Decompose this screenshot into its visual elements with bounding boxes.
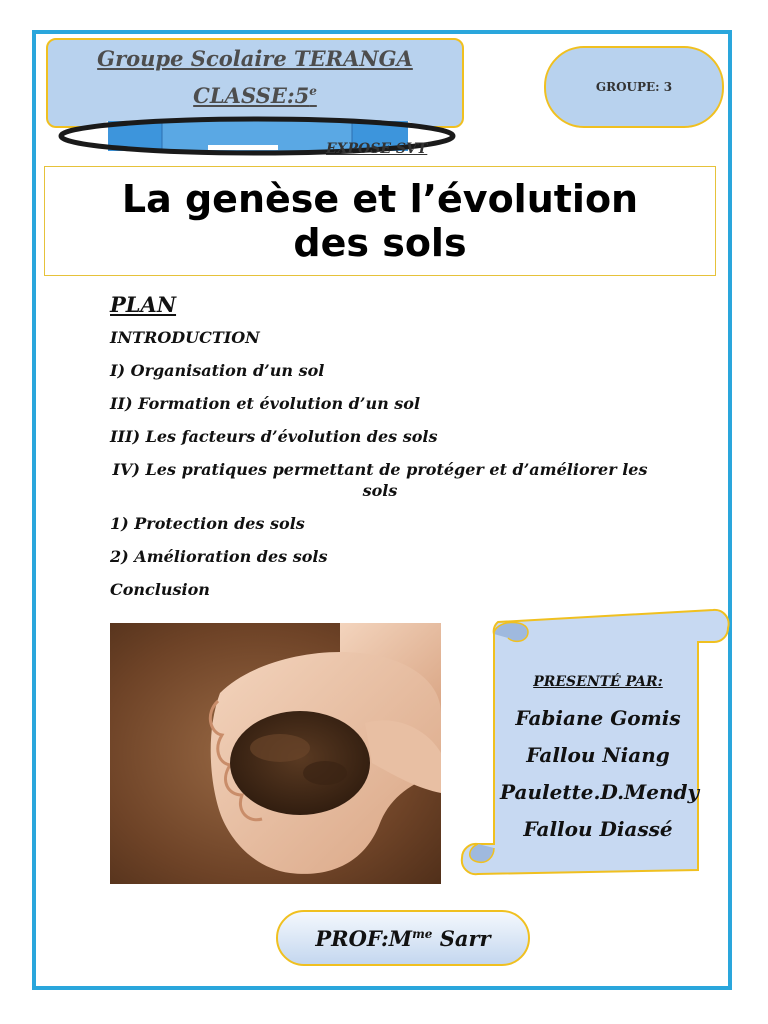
document-title-line-2: des sols — [293, 221, 467, 265]
plan-item: I) Organisation d’un sol — [110, 361, 325, 380]
document-title-line-1: La genèse et l’évolution — [121, 177, 639, 221]
presenter-name: Paulette.D.Mendy — [500, 780, 700, 804]
presenter-name: Fallou Diassé — [523, 817, 673, 841]
soil-in-hands-photo — [110, 623, 441, 884]
professor-badge — [276, 910, 530, 966]
plan-section — [110, 292, 670, 612]
expose-label: EXPOSE SVT — [326, 141, 428, 157]
plan-item: III) Les facteurs d’évolution des sols — [110, 427, 438, 446]
group-label: GROUPE: 3 — [595, 80, 673, 94]
title-box — [44, 166, 716, 276]
plan-item: Conclusion — [110, 580, 210, 599]
presenter-name: Fabiane Gomis — [515, 706, 681, 730]
professor-label: $PROF:M^{me}$ Sarr — [315, 925, 491, 951]
class-label: CLASSE:5e — [193, 83, 317, 108]
plan-item: 2) Amélioration des sols — [110, 547, 328, 566]
school-name: Groupe Scolaire TERANGA — [97, 46, 413, 71]
group-badge — [544, 46, 724, 128]
plan-item: II) Formation et évolution d’un sol — [110, 394, 421, 413]
plan-item: 1) Protection des sols — [110, 514, 305, 533]
presented-by-label: PRESENTÉ PAR: — [533, 674, 663, 690]
presenters-block — [500, 674, 700, 848]
plan-item: INTRODUCTION — [110, 328, 260, 347]
presenter-name: Fallou Niang — [526, 743, 670, 767]
plan-heading: PLAN — [110, 292, 177, 317]
plan-item: IV) Les pratiques permettant de protéger et d’améliorer les sols — [112, 460, 648, 500]
